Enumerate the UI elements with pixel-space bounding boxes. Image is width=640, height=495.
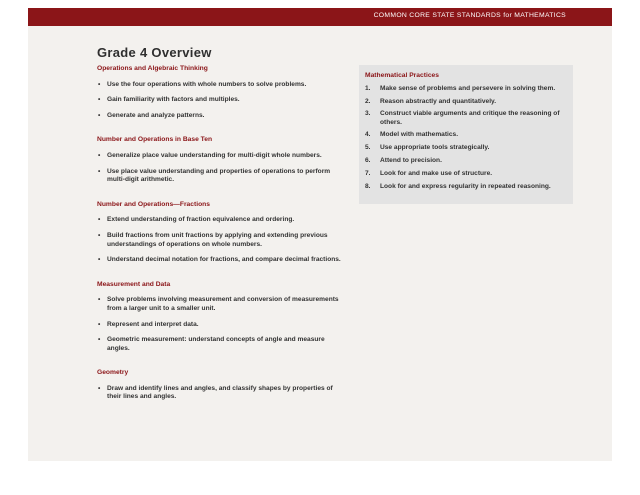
practice-number: 3. (365, 110, 371, 118)
domain-list (97, 152, 342, 185)
cluster-item: • Extend understanding of fraction equivalence and ordering. (97, 216, 342, 225)
domain-heading: Geometry (97, 369, 129, 377)
practice-item (365, 144, 567, 152)
practice-text: Model with mathematics. (380, 131, 459, 139)
practice-item (365, 85, 567, 93)
practice-item (365, 183, 567, 191)
cluster-item: • Generate and analyze patterns. (97, 112, 342, 121)
header-banner (28, 8, 612, 26)
practices-list (365, 85, 567, 191)
cluster-item: • Solve problems involving measurement and conversion of measurements from a larger unit to a smaller unit. (97, 296, 342, 313)
domain-list (97, 81, 342, 121)
domain-heading: Number and Operations—Fractions (97, 200, 210, 208)
cluster-item: • Build fractions from unit fractions by applying and extending previous understandings of operations on whole numbers. (97, 232, 342, 249)
cluster-item: • Understand decimal notation for fractions, and compare decimal fractions. (97, 256, 342, 265)
practice-text: Construct viable arguments and critique the reasoning of others. (380, 110, 560, 126)
cluster-item: • Use place value understanding and properties of operations to perform multi-digit arithmetic. (97, 168, 342, 185)
domain-list (97, 385, 342, 402)
cluster-item: • Generalize place value understanding for multi-digit whole numbers. (97, 152, 342, 161)
practice-number: 6. (365, 156, 371, 164)
practice-item (365, 98, 567, 106)
practice-text: Look for and express regularity in repeated reasoning. (380, 182, 551, 190)
practice-text: Reason abstractly and quantitatively. (380, 97, 497, 105)
cluster-item: • Gain familiarity with factors and multiples. (97, 96, 342, 105)
domain-heading: Measurement and Data (97, 280, 171, 288)
cluster-item: • Draw and identify lines and angles, and classify shapes by properties of their lines and angles. (97, 385, 342, 402)
practice-item (365, 157, 567, 165)
cluster-item: • Use the four operations with whole numbers to solve problems. (97, 81, 342, 90)
practice-number: 1. (365, 84, 371, 92)
domain-heading: Operations and Algebraic Thinking (97, 65, 208, 72)
cluster-item: • Geometric measurement: understand concepts of angle and measure angles. (97, 336, 342, 353)
domain-list (97, 296, 342, 353)
practice-item (365, 110, 567, 126)
practice-item (365, 170, 567, 178)
domain-heading: Number and Operations in Base Ten (97, 136, 213, 144)
practices-panel (359, 65, 573, 204)
practice-number: 8. (365, 182, 371, 190)
domain-list (97, 216, 342, 264)
practice-number: 7. (365, 169, 371, 177)
practice-number: 2. (365, 97, 371, 105)
practice-item (365, 131, 567, 139)
practice-number: 4. (365, 131, 371, 139)
practices-heading: Mathematical Practices (365, 72, 439, 79)
practice-text: Look for and make use of structure. (380, 169, 493, 177)
document-page (28, 8, 612, 461)
domains-column (97, 65, 342, 402)
cluster-item: • Represent and interpret data. (97, 321, 342, 330)
page-title: Grade 4 Overview (97, 45, 212, 60)
practice-number: 5. (365, 144, 371, 152)
practice-text: Use appropriate tools strategically. (380, 144, 490, 152)
practice-text: Make sense of problems and persevere in solving them. (380, 84, 556, 92)
practice-text: Attend to precision. (380, 156, 442, 164)
banner-text: COMMON CORE STATE STANDARDS for MATHEMATICS (373, 12, 566, 19)
